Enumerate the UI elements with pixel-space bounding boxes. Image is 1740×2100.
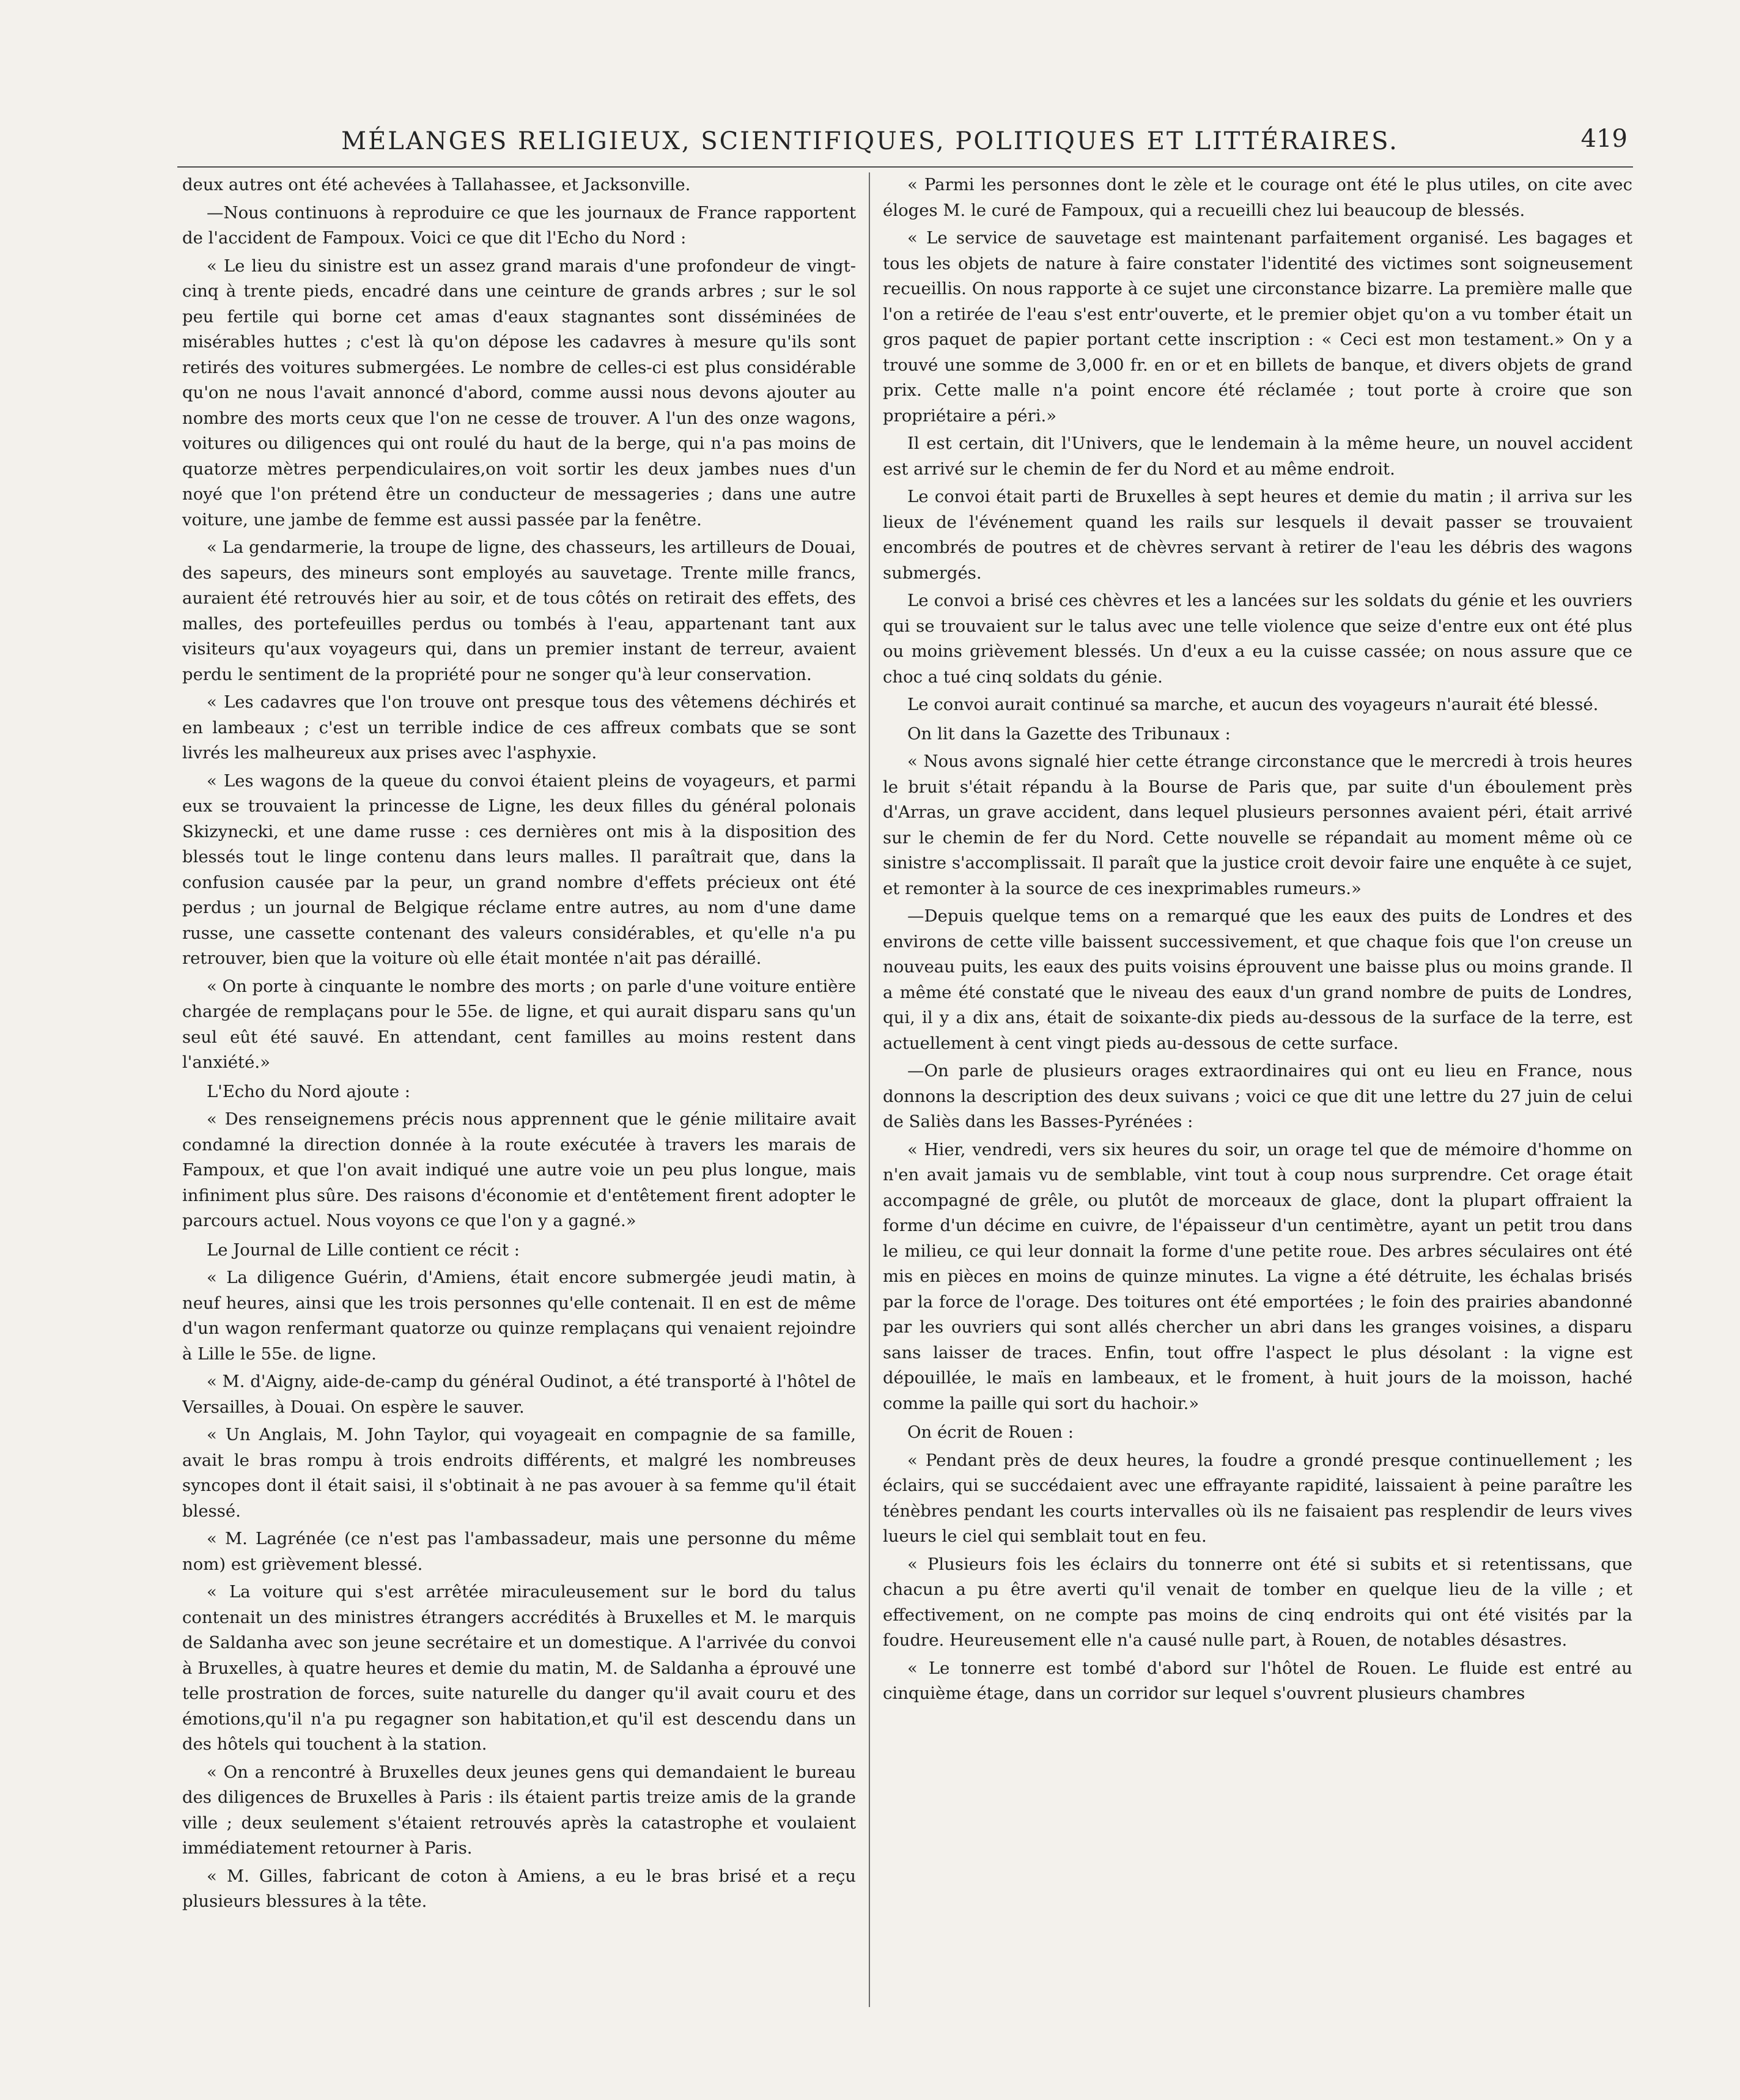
paragraph: « Des renseignemens précis nous apprennent que le génie militaire avait condamné la direction donnée à la route exécutée à travers les marais de Fampoux, et que l'on avait indiqué une autre voie un peu plus longue, mais infiniment plus sûre. Des raisons d'économie et d'entêtement firent adopter le parcours actuel. Nous voyons ce que l'on y a gagné.» [182, 1109, 856, 1230]
paragraph: Le Journal de Lille contient ce récit : [207, 1240, 520, 1260]
paragraph: L'Echo du Nord ajoute : [207, 1081, 410, 1101]
page-number: 419 [1580, 125, 1628, 153]
paragraph: « Le tonnerre est tombé d'abord sur l'hôtel de Rouen. Le fluide est entré au cinquième étage, dans un corridor sur lequel s'ouvrent plusieurs chambres [883, 1658, 1632, 1703]
paragraph: « La gendarmerie, la troupe de ligne, des chasseurs, les artilleurs de Douai, des sapeurs, des mineurs sont employés au sauvetage. Trente mille francs, auraient été retrouvés hier au soir, et de tous côtés on retirait des effets, des malles, des portefeuilles perdus ou tombés à l'eau, appartenant tant aux visiteurs qu'aux voyageurs qui, dans un premier instant de terreur, avaient perdu le sentiment de la propriété pour ne songer qu'à leur conservation. [182, 538, 856, 684]
left-column [182, 172, 856, 2019]
paragraph: —Depuis quelque tems on a remarqué que les eaux des puits de Londres et des environs de cette ville baissent successivement, et que chaque fois que l'on creuse un nouveau puits, les eaux des puits voisins éprouvent une baisse plus ou moins grande. Il a même été constaté que le niveau des eaux d'un grand nombre de puits de Londres, qui, il y a dix ans, était de soixante-dix pieds au-dessous de la surface de la terre, est actuellement à cent vingt pieds au-dessous de cette surface. [883, 906, 1632, 1053]
paragraph: « Un Anglais, M. John Taylor, qui voyageait en compagnie de sa famille, avait le bras rompu à trois endroits différents, et malgré les nombreuses syncopes dont il était saisi, il s'obtinait à ne pas avouer à sa femme qu'il était blessé. [182, 1425, 856, 1521]
paragraph: « La voiture qui s'est arrêtée miraculeusement sur le bord du talus contenait un des ministres étrangers accrédités à Bruxelles et M. le marquis de Saldanha avec son jeune secrétaire et un domestique. A l'arrivée du convoi à Bruxelles, à quatre heures et demie du matin, M. de Saldanha a éprouvé une telle prostration de forces, suite naturelle du danger qu'il avait couru et des émotions,qu'il n'a pu regagner son habitation,et qu'il est descendu dans un des hôtels qui touchent à la station. [182, 1582, 856, 1754]
column-divider [869, 172, 870, 2007]
paragraph: « Les wagons de la queue du convoi étaient pleins de voyageurs, et parmi eux se trouvaient la princesse de Ligne, les deux filles du général polonais Skizynecki, et une dame russe : ces dernières ont mis à la disposition des blessés tout le linge contenu dans leurs malles. Il paraîtrait que, dans la confusion causée par la peur, un grand nombre d'effets précieux ont été perdus ; un journal de Belgique réclame entre autres, au nom d'une dame russe, une cassette contenant des valeurs considérables, et qu'elle n'a pu retrouver, bien que la voiture où elle était montée n'ait pas déraillé. [182, 771, 856, 968]
paragraph: « Plusieurs fois les éclairs du tonnerre ont été si subits et si retentissans, que chacun a pu être averti qu'il venait de tomber en quelque lieu de la ville ; et effectivement, on ne compte pas moins de cinq endroits qui ont été visités par la foudre. Heureusement elle n'a causé nulle part, à Rouen, de notables désastres. [883, 1554, 1632, 1650]
page-header [104, 120, 1636, 163]
paragraph: —Nous continuons à reproduire ce que les journaux de France rapportent de l'accident de Fampoux. Voici ce que dit l'Echo du Nord : [182, 202, 856, 248]
right-column [883, 172, 1632, 2019]
paragraph: « On porte à cinquante le nombre des morts ; on parle d'une voiture entière chargée de remplaçans pour le 55e. de ligne, et qui aurait disparu sans qu'un seul eût été sauvé. En attendant, cent familles au moins restent dans l'anxiété.» [182, 976, 856, 1072]
paragraph: Le convoi était parti de Bruxelles à sept heures et demie du matin ; il arriva sur les lieux de l'événement quand les rails sur lesquels il devait passer se trouvaient encombrés de poutres et de chèvres servant à retirer de l'eau les débris des wagons submergés. [883, 487, 1632, 583]
paragraph: « Le lieu du sinistre est un assez grand marais d'une profondeur de vingt-cinq à trente pieds, encadré dans une ceinture de grands arbres ; sur le sol peu fertile qui borne cet amas d'eaux stagnantes sont disséminées de misérables huttes ; c'est là qu'on dépose les cadavres à mesure qu'ils sont retirés des voitures submergées. Le nombre de celles-ci est plus considérable qu'on ne nous l'avait annoncé d'abord, comme aussi nous devons ajouter au nombre des morts ceux que l'on ne cesse de trouver. A l'un des onze wagons, voitures ou diligences qui ont roulé du haut de la berge, qui n'a pas moins de quatorze mètres perpendiculaires,on voit sortir les deux jambes nues d'un noyé que l'on prétend être un conducteur de messageries ; dans une autre voiture, une jambe de femme est aussi passée par la fenêtre. [182, 256, 856, 530]
paragraph: Il est certain, dit l'Univers, que le lendemain à la même heure, un nouvel accident est arrivé sur le chemin de fer du Nord et au même endroit. [883, 434, 1632, 479]
paragraph: « Pendant près de deux heures, la foudre a grondé presque continuellement ; les éclairs, qui se succédaient avec une effrayante rapidité, laissaient à peine paraître les ténèbres pendant les courts intervalles où ils ne faisaient pas resplendir de leurs vives lueurs le ciel qui semblait tout en feu. [883, 1450, 1632, 1546]
running-title: MÉLANGES RELIGIEUX, SCIENTIFIQUES, POLITIQUES ET LITTÉRAIRES. [341, 127, 1399, 155]
paragraph: « M. Gilles, fabricant de coton à Amiens, a eu le bras brisé et a reçu plusieurs blessures à la tête. [182, 1866, 856, 1911]
paragraph: « Nous avons signalé hier cette étrange circonstance que le mercredi à trois heures le bruit s'était répandu à la Bourse de Paris que, par suite d'un éboulement près d'Arras, un grave accident, dans lequel plusieurs personnes avaient péri, était arrivé sur le chemin de fer du Nord. Cette nouvelle se répandait au moment même où ce sinistre s'accomplissait. Il paraît que la justice croit devoir faire une enquête à ce sujet, et remonter à la source de ces inexprimables rumeurs.» [883, 752, 1632, 898]
paragraph: « Parmi les personnes dont le zèle et le courage ont été le plus utiles, on cite avec éloges M. le curé de Fampoux, qui a recueilli chez lui beaucoup de blessés. [883, 175, 1632, 220]
header-rule [177, 166, 1633, 168]
paragraph: Le convoi a brisé ces chèvres et les a lancées sur les soldats du génie et les ouvriers qui se trouvaient sur le talus avec une telle violence que seize d'entre eux ont été plus ou moins grièvement blessés. Un d'eux a eu la cuisse cassée; on nous assure que ce choc a tué cinq soldats du génie. [883, 591, 1632, 687]
paragraph: « On a rencontré à Bruxelles deux jeunes gens qui demandaient le bureau des diligences de Bruxelles à Paris : ils étaient partis treize amis de la grande ville ; deux seulement s'étaient retrouvés après la catastrophe et voulaient immédiatement retourner à Paris. [182, 1762, 856, 1858]
paragraph: « La diligence Guérin, d'Amiens, était encore submergée jeudi matin, à neuf heures, ainsi que les trois personnes qu'elle contenait. Il en est de même d'un wagon renfermant quatorze ou quinze remplaçans qui venaient rejoindre à Lille le 55e. de ligne. [182, 1268, 856, 1364]
paragraph: Le convoi aurait continué sa marche, et aucun des voyageurs n'aurait été blessé. [907, 695, 1599, 714]
paragraph: deux autres ont été achevées à Tallahassee, et Jacksonville. [182, 175, 691, 194]
paragraph: On écrit de Rouen : [907, 1422, 1074, 1442]
paragraph: « Le service de sauvetage est maintenant parfaitement organisé. Les bagages et tous les objets de nature à faire constater l'identité des victimes sont soigneusement recueillis. On nous rapporte à ce sujet une circonstance bizarre. La première malle que l'on a retirée de l'eau s'est entr'ouverte, et le premier objet qu'on a vu tomber était un gros paquet de papier portant cette inscription : « Ceci est mon testament.» On y a trouvé une somme de 3,000 fr. en or et en billets de banque, et divers objets de grand prix. Cette malle n'a point encore été réclamée ; tout porte à croire que son propriétaire a péri.» [883, 228, 1632, 426]
paragraph: On lit dans la Gazette des Tribunaux : [907, 723, 1231, 744]
paragraph: « M. Lagrénée (ce n'est pas l'ambassadeur, mais une personne du même nom) est grièvement blessé. [182, 1529, 856, 1574]
paragraph: —On parle de plusieurs orages extraordinaires qui ont eu lieu en France, nous donnons la description des deux suivans ; voici ce que dit une lettre du 27 juin de celui de Saliès dans les Basses-Pyrénées : [883, 1061, 1632, 1131]
paragraph: « Hier, vendredi, vers six heures du soir, un orage tel que de mémoire d'homme on n'en avait jamais vu de semblable, vint tout à coup nous surprendre. Cet orage était accompagné de grêle, ou plutôt de morceaux de glace, dont la plupart offraient la forme d'un décime en cuivre, de l'épaisseur d'un centimètre, ayant un petit trou dans le milieu, ce qui leur donnait la forme d'une petite roue. Des arbres séculaires ont été mis en pièces en moins de quinze minutes. La vigne a été détruite, les échalas brisés par la force de l'orage. Des toitures ont été emportées ; le foin des prairies abandonné par les ouvriers qui sont allés chercher un abri dans les granges voisines, a disparu sans laisser de traces. Enfin, tout offre l'aspect le plus désolant : la vigne est dépouillée, le maïs en lambeaux, et le froment, à huit jours de la moisson, haché comme la paille qui sort du hachoir.» [883, 1139, 1632, 1413]
paragraph: « M. d'Aigny, aide-de-camp du général Oudinot, a été transporté à l'hôtel de Versailles, à Douai. On espère le sauver. [182, 1372, 856, 1417]
paragraph: « Les cadavres que l'on trouve ont presque tous des vêtemens déchirés et en lambeaux ; c'est un terrible indice de ces affreux combats que se sont livrés les malheureux aux prises avec l'asphyxie. [182, 692, 856, 763]
